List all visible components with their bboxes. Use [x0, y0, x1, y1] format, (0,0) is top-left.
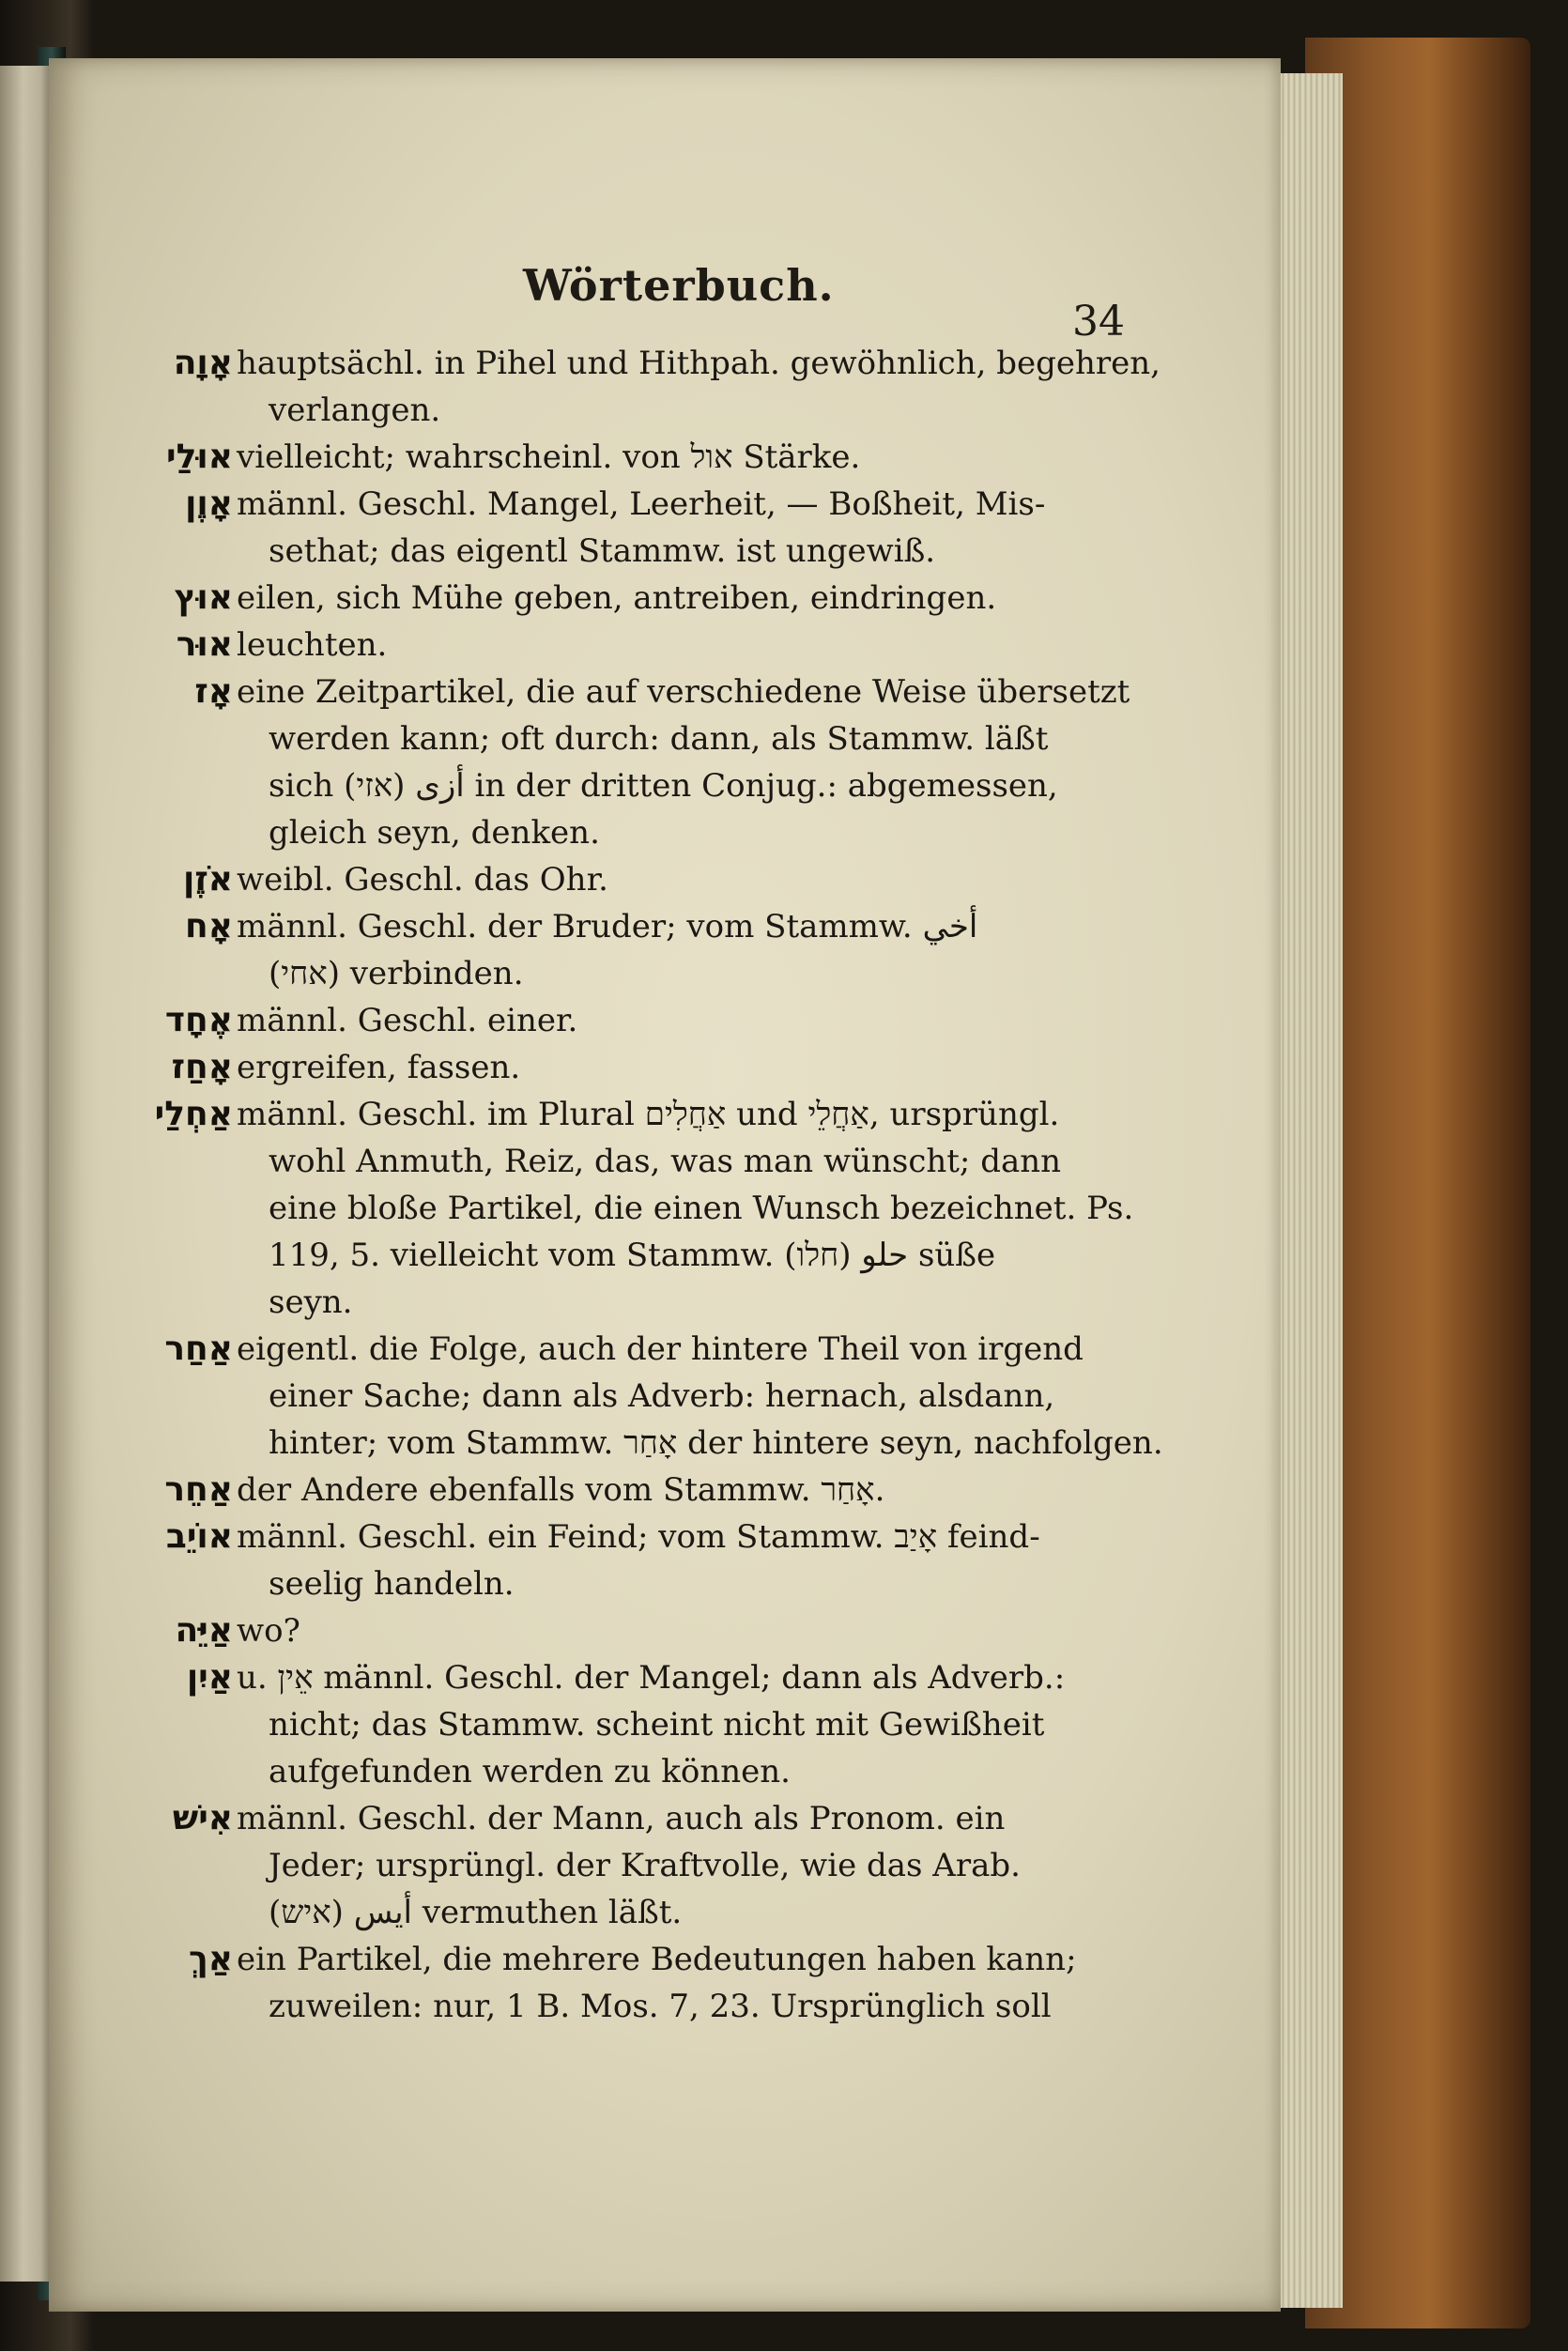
dictionary-entry — [131, 1607, 1192, 1654]
entry-line: einer Sache; dann als Adverb: hernach, alsdann, — [269, 1377, 1055, 1415]
dictionary-entry — [131, 434, 1192, 481]
entry-line: (אחי) verbinden. — [269, 955, 524, 992]
entry-line: seyn. — [269, 1283, 353, 1321]
dictionary-entry — [131, 1467, 1192, 1514]
entry-line: hinter; vom Stammw. אָחַר der hintere seyn, nachfolgen. — [269, 1424, 1163, 1462]
dictionary-entry — [131, 1936, 1192, 2030]
dictionary-entry — [131, 1091, 1192, 1326]
entry-headword: אֹזֶן — [183, 860, 233, 899]
entry-line: sethat; das eigentl Stammw. ist ungewiß. — [269, 532, 936, 570]
entry-headword: אַיֵּה — [175, 1611, 233, 1650]
entry-line: Jeder; ursprüngl. der Kraftvolle, wie das Arab. — [269, 1847, 1021, 1884]
entry-line: أيس (איש) vermuthen läßt. — [269, 1894, 683, 1931]
entry-line: männl. Geschl. einer. — [237, 1002, 578, 1039]
dictionary-entry — [131, 903, 1192, 997]
entry-line: vielleicht; wahrscheinl. von אול Stärke. — [237, 438, 861, 476]
entry-line: werden kann; oft durch: dann, als Stammw. läßt — [269, 720, 1049, 758]
entry-headword: אַךְ — [188, 1940, 233, 1978]
entry-line: weibl. Geschl. das Ohr. — [237, 861, 608, 899]
dictionary-entry — [131, 1326, 1192, 1467]
dictionary-page — [49, 58, 1281, 2312]
entry-line: eilen, sich Mühe geben, antreiben, eindringen. — [237, 579, 997, 617]
entry-line: männl. Geschl. der Mann, auch als Pronom. ein — [237, 1800, 1006, 1837]
entry-headword: אָחַז — [171, 1048, 233, 1086]
entry-headword: אָח — [185, 907, 233, 945]
entry-line: männl. Geschl. ein Feind; vom Stammw. אָיַב feind- — [237, 1518, 1040, 1556]
entry-list — [131, 340, 1192, 2030]
dictionary-entry — [131, 622, 1192, 668]
entry-line: zuweilen: nur, 1 B. Mos. 7, 23. Ursprünglich soll — [269, 1988, 1052, 2025]
dictionary-entry — [131, 1795, 1192, 1936]
entry-headword: אָוָה — [173, 344, 233, 382]
entry-headword: אוּר — [176, 625, 233, 664]
entry-headword: אוּץ — [174, 578, 233, 617]
dictionary-entry — [131, 1514, 1192, 1607]
entry-line: sich أزى (אזי) in der dritten Conjug.: abgemessen, — [269, 767, 1058, 805]
dictionary-entry — [131, 575, 1192, 622]
running-title: Wörterbuch. — [523, 260, 835, 311]
entry-headword: אַחְלַי — [154, 1095, 233, 1133]
entry-headword: אַחֵר — [164, 1470, 233, 1509]
dictionary-entry — [131, 856, 1192, 903]
entry-headword: אוֹיֵב — [165, 1517, 233, 1556]
dictionary-entry — [131, 481, 1192, 575]
entry-line: ein Partikel, die mehrere Bedeutungen haben kann; — [237, 1941, 1077, 1978]
entry-line: 119, 5. vielleicht vom Stammw. حلو (חלו) süße — [269, 1237, 996, 1274]
entry-headword: אֶחָד — [164, 1001, 233, 1039]
entry-line: eine Zeitpartikel, die auf verschiedene Weise übersetzt — [237, 673, 1130, 711]
entry-line: hauptsächl. in Pihel und Hithpah. gewöhnlich, begehren, — [237, 345, 1161, 382]
page-number: 34 — [1072, 298, 1125, 346]
entry-line: männl. Geschl. im Plural אַחֲלִים und אַחֲלֵי, ursprüngl. — [237, 1096, 1060, 1133]
entry-line: u. אֵין männl. Geschl. der Mangel; dann als Adverb.: — [237, 1659, 1066, 1697]
entry-line: wo? — [237, 1612, 300, 1650]
dictionary-entry — [131, 668, 1192, 856]
entry-headword: אוּלַי — [166, 438, 233, 476]
entry-line: wohl Anmuth, Reiz, das, was man wünscht; dann — [269, 1143, 1062, 1180]
entry-headword: אָוֶן — [185, 484, 233, 523]
entry-headword: אַחַר — [164, 1329, 233, 1368]
dictionary-entry — [131, 997, 1192, 1044]
entry-line: seelig handeln. — [269, 1565, 515, 1603]
entry-line: eine bloße Partikel, die einen Wunsch bezeichnet. Ps. — [269, 1190, 1134, 1227]
dictionary-entry — [131, 340, 1192, 434]
entry-line: der Andere ebenfalls vom Stammw. אָחַר. — [237, 1471, 885, 1509]
entry-headword: אָז — [194, 672, 233, 711]
entry-line: aufgefunden werden zu können. — [269, 1753, 791, 1790]
entry-line: eigentl. die Folge, auch der hintere Theil von irgend — [237, 1330, 1084, 1368]
page-header — [199, 223, 1185, 345]
entry-line: nicht; das Stammw. scheint nicht mit Gewißheit — [269, 1706, 1045, 1744]
entry-headword: אַיִן — [186, 1658, 233, 1697]
entry-headword: אִישׁ — [172, 1799, 233, 1837]
entry-line: männl. Geschl. Mangel, Leerheit, — Boßheit, Mis- — [237, 485, 1046, 523]
entry-line: verlangen. — [269, 392, 441, 429]
entry-line: männl. Geschl. der Bruder; vom Stammw. أخي — [237, 908, 978, 945]
dictionary-entry — [131, 1654, 1192, 1795]
dictionary-entry — [131, 1044, 1192, 1091]
entry-line: ergreifen, fassen. — [237, 1049, 521, 1086]
entry-line: leuchten. — [237, 626, 388, 664]
entry-line: gleich seyn, denken. — [269, 814, 600, 852]
